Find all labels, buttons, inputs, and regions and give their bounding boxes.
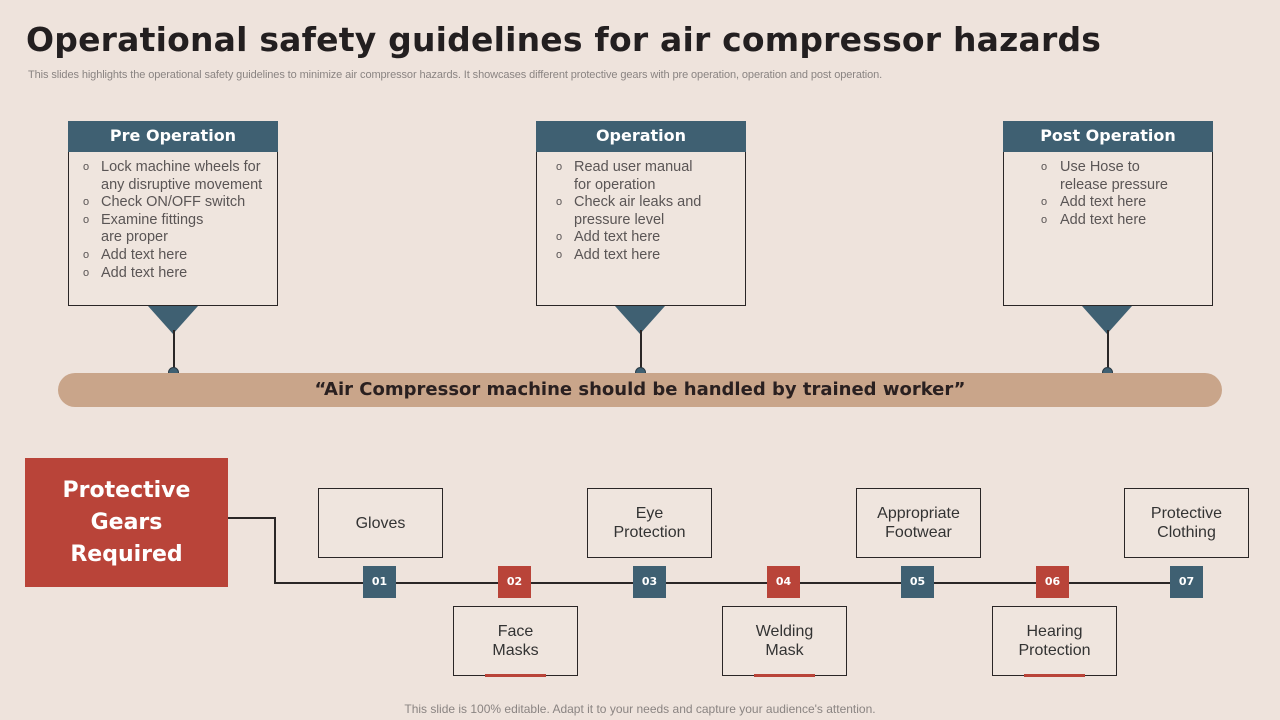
connector-line xyxy=(274,517,276,583)
list-item: o Add text here xyxy=(1041,211,1147,228)
connector-line xyxy=(228,517,275,519)
bullet-icon: o xyxy=(556,231,563,244)
bullet-icon: o xyxy=(83,161,90,173)
step-badge-05: 05 xyxy=(901,566,934,598)
card-body xyxy=(536,152,746,306)
card-body xyxy=(1003,152,1213,306)
list-item: o Add text here xyxy=(556,229,661,246)
page-title: Operational safety guidelines for air compressor hazards xyxy=(26,20,1102,59)
list-item: o Add text here xyxy=(1041,194,1147,211)
card-header: Pre Operation xyxy=(68,121,278,152)
bullet-list xyxy=(69,159,277,282)
step-badge-04: 04 xyxy=(767,566,800,598)
bullet-list xyxy=(1004,159,1212,229)
gear-box-protective-clothing: Protective Clothing xyxy=(1124,488,1249,558)
step-badge-06: 06 xyxy=(1036,566,1069,598)
bullet-icon: o xyxy=(1041,196,1048,209)
bullet-icon: o xyxy=(83,213,90,226)
step-badge-07: 07 xyxy=(1170,566,1203,598)
list-item: o Add text here xyxy=(556,246,661,263)
list-item: o Check air leaks and pressure level xyxy=(556,194,702,228)
connector-line xyxy=(1107,330,1109,370)
footer-note: This slide is 100% editable. Adapt it to your needs and capture your audience's attention. xyxy=(404,702,876,716)
card-pre-operation xyxy=(68,121,278,306)
list-item: o Add text here xyxy=(83,264,188,281)
step-badge-02: 02 xyxy=(498,566,531,598)
page-subtitle: This slides highlights the operational safety guidelines to minimize air compressor hazards. It showcases different protective gears with pre operation, operation and post operation. xyxy=(28,69,883,81)
bullet-icon: o xyxy=(556,248,563,261)
list-item: o Check ON/OFF switch xyxy=(83,194,246,211)
quote-banner: “Air Compressor machine should be handled by trained worker” xyxy=(58,373,1222,407)
bullet-icon: o xyxy=(1041,213,1048,226)
card-header: Post Operation xyxy=(1003,121,1213,152)
card-body xyxy=(68,152,278,306)
bullet-icon: o xyxy=(1041,161,1048,173)
list-item: o Examine fittings are proper xyxy=(83,211,204,246)
step-badge-03: 03 xyxy=(633,566,666,598)
card-operation xyxy=(536,121,746,306)
card-post-operation xyxy=(1003,121,1213,306)
bullet-icon: o xyxy=(556,161,563,173)
gear-box-eye-protection: Eye Protection xyxy=(587,488,712,558)
list-item: o Read user manual for operation xyxy=(556,159,693,193)
step-badge-01: 01 xyxy=(363,566,396,598)
list-item: o Use Hose to release pressure xyxy=(1041,159,1168,193)
bullet-icon: o xyxy=(83,196,90,209)
list-item: o Lock machine wheels for any disruptive movement xyxy=(83,159,263,193)
protective-gears-title: Protective Gears Required xyxy=(25,458,228,587)
card-header: Operation xyxy=(536,121,746,152)
list-item: o Add text here xyxy=(83,246,188,263)
bullet-icon: o xyxy=(556,196,563,209)
connector-line xyxy=(640,330,642,370)
gear-box-appropriate-footwear: Appropriate Footwear xyxy=(856,488,981,558)
gear-box-welding-mask: Welding Mask xyxy=(722,606,847,676)
bullet-list xyxy=(537,159,745,265)
gear-box-face-masks: Face Masks xyxy=(453,606,578,676)
bullet-icon: o xyxy=(83,248,90,261)
connector-line xyxy=(173,330,175,370)
gear-box-gloves: Gloves xyxy=(318,488,443,558)
bullet-icon: o xyxy=(83,266,90,279)
gear-box-hearing-protection: Hearing Protection xyxy=(992,606,1117,676)
